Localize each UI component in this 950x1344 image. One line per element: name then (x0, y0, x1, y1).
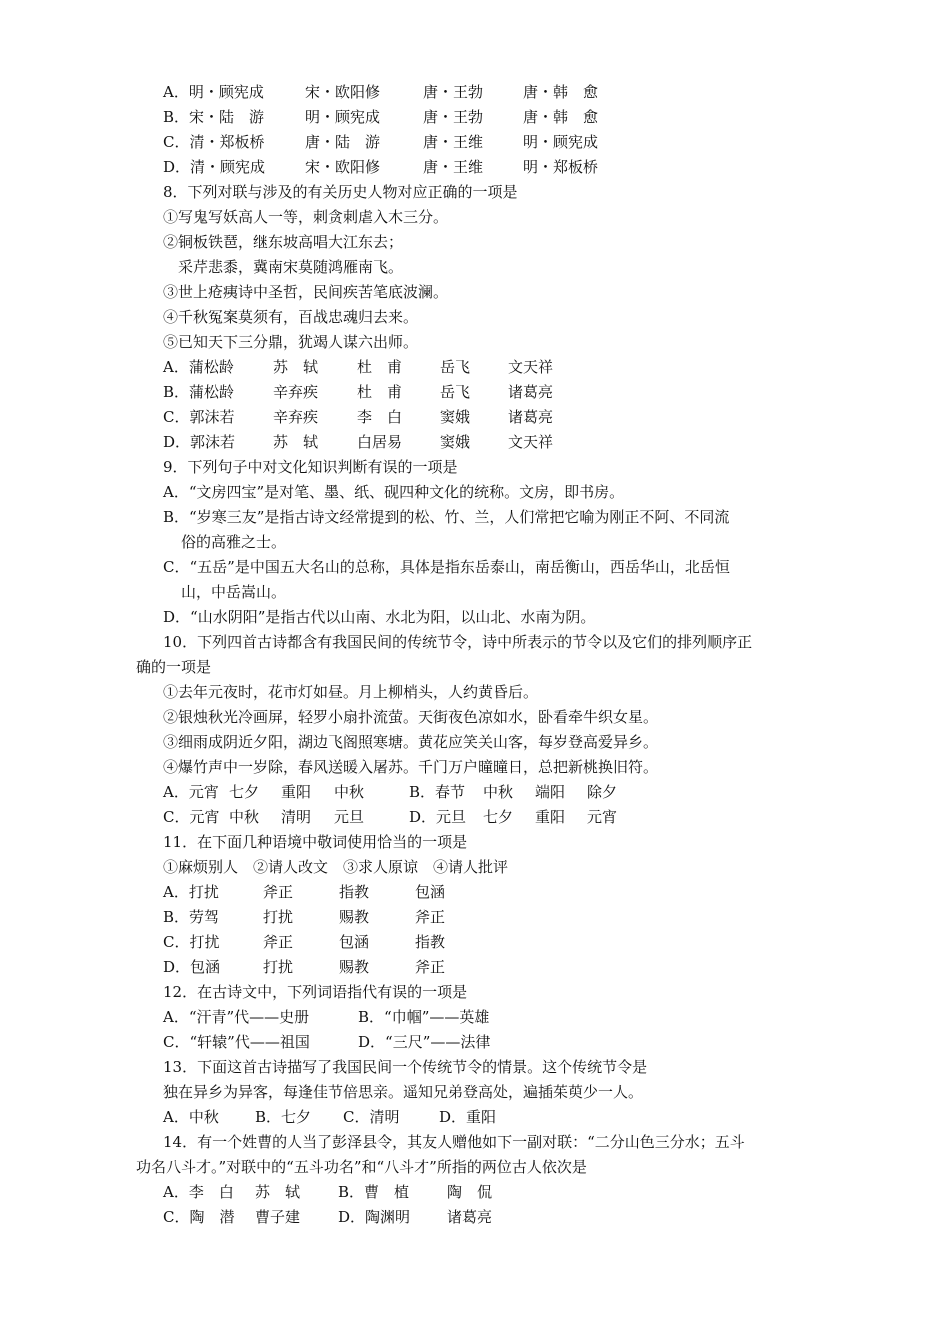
q11-option-d (163, 957, 446, 977)
q8-item-4: ④千秋冤案莫须有，百战忠魂归去来。 (163, 308, 419, 326)
q11-a-1: A．打扰 (163, 883, 219, 901)
q10-options-cd (163, 807, 618, 827)
q7-b-1: B．宋・陆 游 (163, 108, 265, 126)
q8-option-d (163, 432, 554, 452)
q8-d-5: 文天祥 (508, 433, 554, 451)
q11-option-c (163, 932, 446, 952)
q9-option-b: B．“岁寒三友”是指古诗文经常提到的松、竹、兰，人们常把它喻为刚正不阿、不同流 (163, 508, 730, 526)
q14-b-1: B．曹 植 (338, 1183, 410, 1201)
q13-option-d: D．重阳 (439, 1108, 497, 1126)
q13-option-b: B．七夕 (255, 1108, 312, 1126)
q8-d-2: 苏 轼 (273, 433, 319, 451)
q7-option-c (163, 132, 599, 152)
q10-a-2: 七夕 (229, 783, 260, 801)
q10-c-4: 元旦 (334, 808, 365, 826)
q7-d-3: 唐・王维 (423, 158, 484, 176)
q14-d-2: 诸葛亮 (447, 1208, 493, 1226)
q11-c-1: C．打扰 (163, 933, 220, 951)
q12-option-c: C．“轩辕”代——祖国 (163, 1033, 310, 1051)
q11-option-a (163, 882, 446, 902)
q8-d-4: 窦娥 (440, 433, 471, 451)
q8-item-5: ⑤已知天下三分鼎，犹竭人谋六出师。 (163, 333, 419, 351)
q10-a-4: 中秋 (334, 783, 365, 801)
q7-option-b (163, 107, 599, 127)
q14-c-2: 曹子建 (255, 1208, 301, 1226)
q7-b-4: 唐・韩 愈 (523, 108, 599, 126)
q11-d-1: D．包涵 (163, 958, 221, 976)
q10-c-2: 中秋 (229, 808, 260, 826)
q13-stem: 13．下面这首古诗描写了我国民间一个传统节令的情景。这个传统节令是 (163, 1058, 648, 1076)
q10-d-4: 元宵 (587, 808, 618, 826)
q8-item-3: ③世上疮痍诗中圣哲，民间疾苦笔底波澜。 (163, 283, 449, 301)
q12-options-ab (163, 1007, 490, 1027)
q14-d-1: D．陶渊明 (338, 1208, 411, 1226)
q13-options (163, 1107, 497, 1127)
q8-c-4: 窦娥 (440, 408, 471, 426)
q8-a-2: 苏 轼 (273, 358, 319, 376)
q10-options-ab (163, 782, 618, 802)
q9-stem: 9．下列句子中对文化知识判断有误的一项是 (163, 458, 458, 476)
q8-b-4: 岳飞 (440, 383, 471, 401)
q7-a-1: A．明・顾宪成 (163, 83, 264, 101)
q7-b-2: 明・顾宪成 (305, 108, 381, 126)
q13-option-a: A．中秋 (163, 1108, 219, 1126)
q12-stem: 12．在古诗文中，下列词语指代有误的一项是 (163, 983, 468, 1001)
q11-a-4: 包涵 (415, 883, 446, 901)
q11-b-4: 斧正 (415, 908, 446, 926)
q10-b-4: 除夕 (587, 783, 618, 801)
q11-c-3: 包涵 (339, 933, 370, 951)
q7-option-d (163, 157, 599, 177)
q11-b-2: 打扰 (263, 908, 294, 926)
q7-c-3: 唐・王维 (423, 133, 484, 151)
q13-option-c: C．清明 (343, 1108, 400, 1126)
q7-d-1: D．清・顾宪成 (163, 158, 266, 176)
q7-d-2: 宋・欧阳修 (305, 158, 381, 176)
q12-options-cd (163, 1032, 491, 1052)
q10-a-1: A．元宵 (163, 783, 219, 801)
q8-d-3: 白居易 (357, 433, 403, 451)
q10-poem-1: ①去年元夜时，花市灯如昼。月上柳梢头，人约黄昏后。 (163, 683, 539, 701)
q10-poem-2: ②银烛秋光冷画屏，轻罗小扇扑流萤。天街夜色凉如水，卧看牵牛织女星。 (163, 708, 659, 726)
q8-b-3: 杜 甫 (357, 383, 403, 401)
q11-b-3: 赐教 (339, 908, 370, 926)
q8-stem: 8．下列对联与涉及的有关历史人物对应正确的一项是 (163, 183, 518, 201)
q9-option-d: D．“山水阴阳”是指古代以山南、水北为阳，以山北、水南为阴。 (163, 608, 596, 626)
q7-a-3: 唐・王勃 (423, 83, 484, 101)
q8-item-2: ②铜板铁琶，继东坡高唱大江东去； (163, 233, 404, 251)
q10-d-2: 七夕 (483, 808, 514, 826)
q11-d-2: 打扰 (263, 958, 294, 976)
q13-poem: 独在异乡为异客，每逢佳节倍思亲。遥知兄弟登高处，遍插茱萸少一人。 (163, 1083, 644, 1101)
q7-a-4: 唐・韩 愈 (523, 83, 599, 101)
q11-items: ①麻烦别人 ②请人改文 ③求人原谅 ④请人批评 (163, 858, 509, 876)
q11-a-3: 指教 (339, 883, 370, 901)
q9-option-b-cont: 俗的高雅之士。 (181, 533, 287, 551)
q8-b-5: 诸葛亮 (508, 383, 554, 401)
q8-a-1: A．蒲松龄 (163, 358, 234, 376)
q8-c-2: 辛弃疾 (273, 408, 319, 426)
q8-item-2b: 采芹悲黍，冀南宋莫随鸿雁南飞。 (163, 258, 404, 276)
q7-c-2: 唐・陆 游 (305, 133, 381, 151)
q14-a-1: A．李 白 (163, 1183, 234, 1201)
q11-option-b (163, 907, 446, 927)
q8-option-c (163, 407, 554, 427)
q9-option-c: C．“五岳”是中国五大名山的总称，具体是指东岳泰山，南岳衡山，西岳华山，北岳恒 (163, 558, 730, 576)
q14-options-ab (163, 1182, 493, 1202)
q8-c-5: 诸葛亮 (508, 408, 554, 426)
q10-poem-3: ③细雨成阴近夕阳，湖边飞阁照寒塘。黄花应笑关山客，每岁登高爱异乡。 (163, 733, 659, 751)
q12-option-b: B．“巾帼”——英雄 (358, 1008, 490, 1026)
q8-a-5: 文天祥 (508, 358, 554, 376)
q7-a-2: 宋・欧阳修 (305, 83, 381, 101)
q10-stem-cont: 确的一项是 (136, 658, 212, 676)
q14-b-2: 陶 侃 (447, 1183, 493, 1201)
q11-d-3: 赐教 (339, 958, 370, 976)
q14-stem: 14．有一个姓曹的人当了彭泽县令，其友人赠他如下一副对联：“二分山色三分水；五斗 (163, 1133, 745, 1151)
q11-c-4: 指教 (415, 933, 446, 951)
q8-d-1: D．郭沫若 (163, 433, 236, 451)
q11-b-1: B．劳驾 (163, 908, 220, 926)
q9-option-c-cont: 山，中岳嵩山。 (181, 583, 287, 601)
q11-c-2: 斧正 (263, 933, 294, 951)
q10-a-3: 重阳 (281, 783, 312, 801)
q7-c-4: 明・顾宪成 (523, 133, 599, 151)
q8-option-a (163, 357, 554, 377)
q8-b-2: 辛弃疾 (273, 383, 319, 401)
q8-a-4: 岳飞 (440, 358, 471, 376)
q14-a-2: 苏 轼 (255, 1183, 301, 1201)
q8-c-3: 李 白 (357, 408, 403, 426)
q12-option-a: A．“汗青”代——史册 (163, 1008, 310, 1026)
q14-c-1: C．陶 潜 (163, 1208, 235, 1226)
q10-d-1: D．元旦 (409, 808, 467, 826)
q10-poem-4: ④爆竹声中一岁除，春风送暖入屠苏。千门万户曈曈日，总把新桃换旧符。 (163, 758, 659, 776)
q12-option-d: D．“三尺”——法律 (358, 1033, 491, 1051)
q7-c-1: C．清・郑板桥 (163, 133, 265, 151)
q14-options-cd (163, 1207, 493, 1227)
q10-b-1: B．春节 (409, 783, 466, 801)
q9-option-a: A．“文房四宝”是对笔、墨、纸、砚四种文化的统称。文房，即书房。 (163, 483, 625, 501)
q10-stem: 10．下列四首古诗都含有我国民间的传统节令，诗中所表示的节令以及它们的排列顺序正 (163, 633, 753, 651)
q8-option-b (163, 382, 554, 402)
q10-d-3: 重阳 (535, 808, 566, 826)
q8-item-1: ①写鬼写妖高人一等，刺贪刺虐入木三分。 (163, 208, 449, 226)
q7-d-4: 明・郑板桥 (523, 158, 599, 176)
q10-c-3: 清明 (281, 808, 312, 826)
q11-stem: 11．在下面几种语境中敬词使用恰当的一项是 (163, 833, 468, 851)
q10-c-1: C．元宵 (163, 808, 220, 826)
q14-stem-cont: 功名八斗才。”对联中的“五斗功名”和“八斗才”所指的两位古人依次是 (136, 1158, 587, 1176)
q11-d-4: 斧正 (415, 958, 446, 976)
q10-b-3: 端阳 (535, 783, 566, 801)
q10-b-2: 中秋 (483, 783, 514, 801)
q11-a-2: 斧正 (263, 883, 294, 901)
q8-c-1: C．郭沫若 (163, 408, 235, 426)
q7-option-a (163, 82, 599, 102)
q8-b-1: B．蒲松龄 (163, 383, 235, 401)
q8-a-3: 杜 甫 (357, 358, 403, 376)
q7-b-3: 唐・王勃 (423, 108, 484, 126)
